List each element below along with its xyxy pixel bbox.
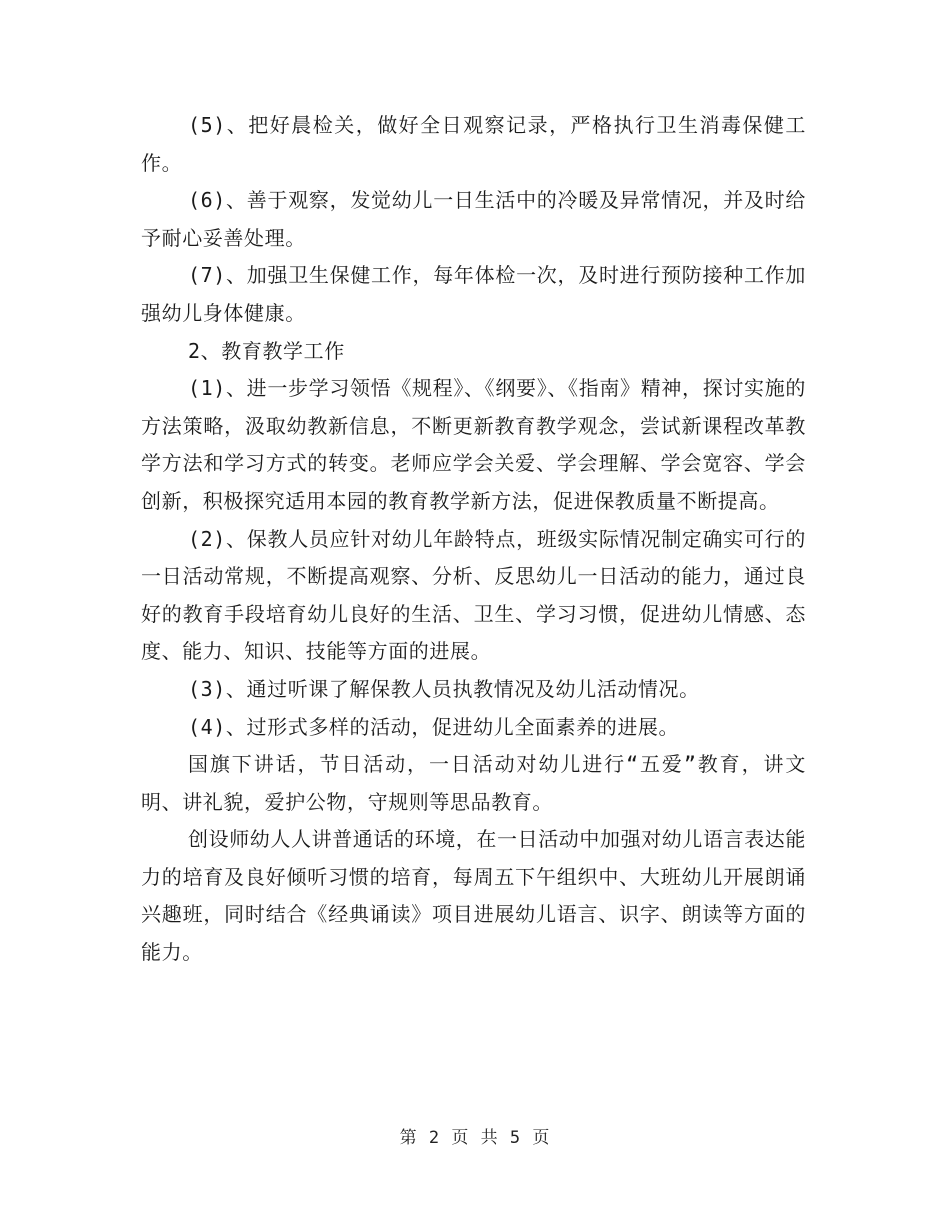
- paragraph-item-5: (5)、把好晨检关，做好全日观察记录，严格执行卫生消毒保健工作。: [141, 113, 806, 175]
- paragraph-item-7: (7)、加强卫生保健工作，每年体检一次，及时进行预防接种工作加强幼儿身体健康。: [141, 263, 806, 325]
- section-heading-teaching: 2、教育教学工作: [188, 338, 345, 363]
- paragraph-mandarin-environment: 创设师幼人人讲普通话的环境，在一日活动中加强对幼儿语言表达能力的培育及良好倾听习惯的培育，每周五下午组织中、大班幼儿开展朗诵兴趣班，同时结合《经典诵读》项目进展幼儿语言、识字、朗读等方面的能力。: [141, 827, 806, 965]
- paragraph-flag-speech: 国旗下讲话，节日活动，一日活动对幼儿进行“五爱”教育，讲文明、讲礼貌，爱护公物，守规则等思品教育。: [141, 752, 806, 814]
- paragraph-item-6: (6)、善于观察，发觉幼儿一日生活中的冷暖及异常情况，并及时给予耐心妥善处理。: [141, 188, 806, 250]
- paragraph-teaching-1: (1)、进一步学习领悟《规程》、《纲要》、《指南》精神，探讨实施的方法策略，汲取幼教新信息，不断更新教育教学观念，尝试新课程改革教学方法和学习方式的转变。老师应学会关爱、学会理解、学会宽容、学会创新，积极探究适用本园的教育教学新方法，促进保教质量不断提高。: [141, 376, 806, 513]
- page-number-footer: 第 2 页 共 5 页: [399, 1128, 551, 1148]
- paragraph-teaching-3: (3)、通过听课了解保教人员执教情况及幼儿活动情况。: [188, 676, 700, 701]
- paragraph-teaching-2: (2)、保教人员应针对幼儿年龄特点，班级实际情况制定确实可行的一日活动常规，不断提高观察、分析、反思幼儿一日活动的能力，通过良好的教育手段培育幼儿良好的生活、卫生、学习习惯，促进幼儿情感、态度、能力、知识、技能等方面的进展。: [141, 526, 806, 664]
- document-body: [141, 107, 806, 972]
- paragraph-teaching-4: (4)、过形式多样的活动，促进幼儿全面素养的进展。: [188, 714, 680, 739]
